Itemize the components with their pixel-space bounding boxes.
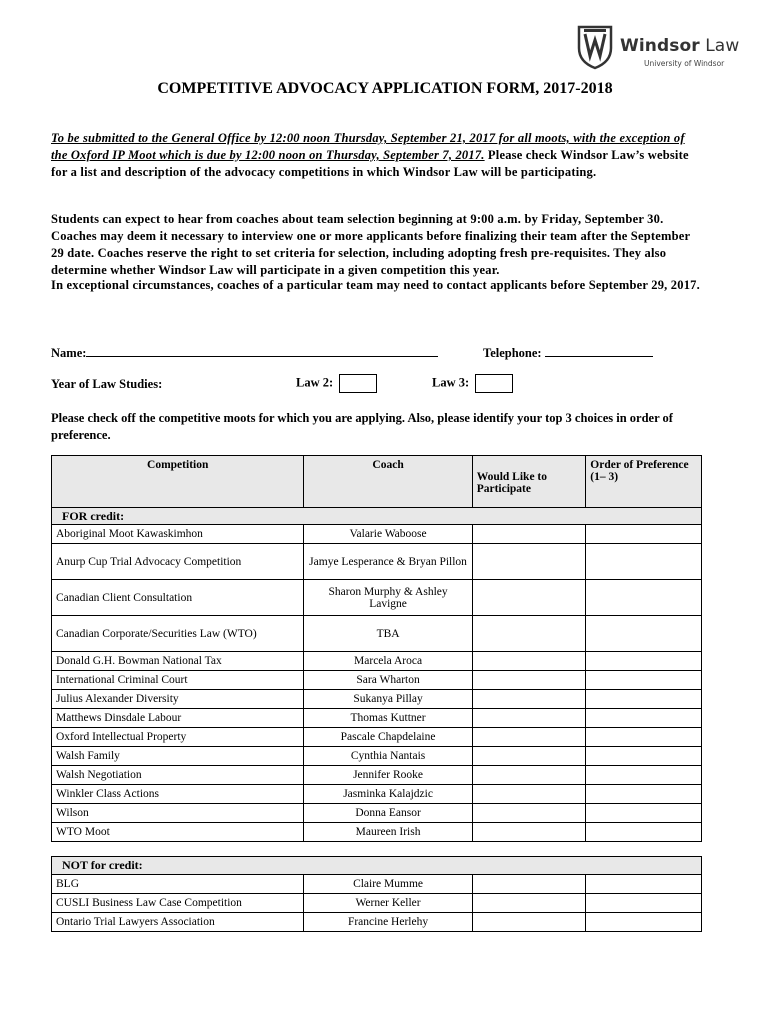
table-row <box>52 785 702 804</box>
participate-cell[interactable] <box>472 747 586 766</box>
table-row <box>52 747 702 766</box>
competition-name: Aboriginal Moot Kawaskimhon <box>52 525 304 544</box>
participate-cell[interactable] <box>472 823 586 842</box>
law3-row <box>432 374 513 393</box>
participate-cell[interactable] <box>472 652 586 671</box>
participate-cell[interactable] <box>472 671 586 690</box>
telephone-label: Telephone: <box>483 346 542 360</box>
participate-cell[interactable] <box>472 580 586 616</box>
instructions: Please check off the competitive moots for which you are applying. Also, please identify your top 3 choices in order of preference. <box>51 411 673 442</box>
preference-cell[interactable] <box>586 728 702 747</box>
table-row <box>52 544 702 580</box>
table-row <box>52 580 702 616</box>
coach-name: Sara Wharton <box>304 671 472 690</box>
header-coach: Coach <box>304 456 472 508</box>
year-label: Year of Law Studies: <box>51 377 163 391</box>
selection-paragraph: Students can expect to hear from coaches about team selection beginning at 9:00 a.m. by Friday, September 30. Coaches may deem it necessary to interview one or more applicants before finalizing their team after the September 29 date. Coaches reserve the right to set criteria for selection, including adopting fresh pre-requisites. They also determine whether Windsor Law will participate in a given competition this year. <box>51 212 690 277</box>
preference-cell[interactable] <box>586 652 702 671</box>
crest-icon <box>576 24 614 70</box>
coach-name: Sharon Murphy & Ashley Lavigne <box>304 580 472 616</box>
name-row <box>51 344 438 361</box>
telephone-row <box>483 344 653 361</box>
competition-name: Matthews Dinsdale Labour <box>52 709 304 728</box>
law2-label: Law 2: <box>296 375 334 390</box>
coach-name: Valarie Waboose <box>304 525 472 544</box>
participate-cell[interactable] <box>472 709 586 728</box>
competition-name: Julius Alexander Diversity <box>52 690 304 709</box>
participate-cell[interactable] <box>472 766 586 785</box>
law3-label: Law 3: <box>432 375 470 390</box>
participate-cell[interactable] <box>472 785 586 804</box>
table-row <box>52 875 702 894</box>
coach-name: TBA <box>304 616 472 652</box>
coach-name: Jamye Lesperance & Bryan Pillon <box>304 544 472 580</box>
competition-name: CUSLI Business Law Case Competition <box>52 894 304 913</box>
competition-name: Canadian Client Consultation <box>52 580 304 616</box>
table-row <box>52 804 702 823</box>
participate-cell[interactable] <box>472 894 586 913</box>
participate-cell[interactable] <box>472 525 586 544</box>
competition-name: Walsh Negotiation <box>52 766 304 785</box>
preference-cell[interactable] <box>586 580 702 616</box>
for-credit-label: FOR credit: <box>52 508 702 525</box>
table-row <box>52 525 702 544</box>
law2-checkbox[interactable] <box>339 374 377 393</box>
competition-name: Ontario Trial Lawyers Association <box>52 913 304 932</box>
preference-cell[interactable] <box>586 766 702 785</box>
participate-cell[interactable] <box>472 804 586 823</box>
submission-paragraph <box>51 130 701 181</box>
preference-cell[interactable] <box>586 823 702 842</box>
preference-cell[interactable] <box>586 785 702 804</box>
exception-paragraph: In exceptional circumstances, coaches of a particular team may need to contact applicants before September 29, 2017. <box>51 278 700 292</box>
preference-cell[interactable] <box>586 804 702 823</box>
telephone-field[interactable] <box>545 344 653 357</box>
name-field[interactable] <box>86 344 438 357</box>
participate-cell[interactable] <box>472 544 586 580</box>
participate-cell[interactable] <box>472 875 586 894</box>
website-note: Please check Windsor Law’s website for a list and description of the advocacy competitions in which Windsor Law will be participating. <box>51 148 689 179</box>
header-competition: Competition <box>52 456 304 508</box>
logo-subtitle: University of Windsor <box>644 59 725 68</box>
coach-name: Jasminka Kalajdzic <box>304 785 472 804</box>
law2-row <box>296 374 377 393</box>
table-row <box>52 823 702 842</box>
preference-cell[interactable] <box>586 525 702 544</box>
competition-name: Wilson <box>52 804 304 823</box>
coach-name: Pascale Chapdelaine <box>304 728 472 747</box>
for-credit-table <box>51 455 702 842</box>
windsor-law-logo <box>576 22 746 72</box>
table-row <box>52 766 702 785</box>
table-row <box>52 728 702 747</box>
competition-name: WTO Moot <box>52 823 304 842</box>
table-row <box>52 616 702 652</box>
not-for-credit-table <box>51 856 702 932</box>
header-preference: Order of Preference (1– 3) <box>586 456 702 508</box>
preference-cell[interactable] <box>586 875 702 894</box>
table-row <box>52 652 702 671</box>
table-row <box>52 894 702 913</box>
not-credit-label: NOT for credit: <box>52 857 702 875</box>
preference-cell[interactable] <box>586 747 702 766</box>
competition-name: Oxford Intellectual Property <box>52 728 304 747</box>
table-row <box>52 690 702 709</box>
preference-cell[interactable] <box>586 616 702 652</box>
preference-cell[interactable] <box>586 913 702 932</box>
participate-cell[interactable] <box>472 728 586 747</box>
competition-name: Donald G.H. Bowman National Tax <box>52 652 304 671</box>
coach-name: Werner Keller <box>304 894 472 913</box>
coach-name: Sukanya Pillay <box>304 690 472 709</box>
participate-cell[interactable] <box>472 690 586 709</box>
coach-name: Maureen Irish <box>304 823 472 842</box>
preference-cell[interactable] <box>586 894 702 913</box>
name-label: Name: <box>51 346 87 360</box>
participate-cell[interactable] <box>472 616 586 652</box>
coach-name: Claire Mumme <box>304 875 472 894</box>
table-row <box>52 709 702 728</box>
preference-cell[interactable] <box>586 709 702 728</box>
competition-name: Canadian Corporate/Securities Law (WTO) <box>52 616 304 652</box>
logo-brand: Windsor Law <box>620 36 740 56</box>
competition-name: Anurp Cup Trial Advocacy Competition <box>52 544 304 580</box>
competition-name: Walsh Family <box>52 747 304 766</box>
header-participate: Would Like to Participate <box>472 456 586 508</box>
coach-name: Thomas Kuttner <box>304 709 472 728</box>
competition-name: International Criminal Court <box>52 671 304 690</box>
coach-name: Francine Herlehy <box>304 913 472 932</box>
participate-cell[interactable] <box>472 913 586 932</box>
deadline-text: To be submitted to the General Office by 12:00 noon Thursday, September 21, 2017 for all moots, with the exception of the Oxford IP Moot which is due by 12:00 noon on Thursday, September 7, 2017. <box>51 131 685 162</box>
form-title: COMPETITIVE ADVOCACY APPLICATION FORM, 2017-2018 <box>157 80 613 97</box>
preference-cell[interactable] <box>586 690 702 709</box>
coach-name: Marcela Aroca <box>304 652 472 671</box>
competition-name: Winkler Class Actions <box>52 785 304 804</box>
coach-name: Jennifer Rooke <box>304 766 472 785</box>
table-row <box>52 671 702 690</box>
competition-name: BLG <box>52 875 304 894</box>
table-row <box>52 913 702 932</box>
law3-checkbox[interactable] <box>475 374 513 393</box>
preference-cell[interactable] <box>586 544 702 580</box>
coach-name: Cynthia Nantais <box>304 747 472 766</box>
preference-cell[interactable] <box>586 671 702 690</box>
coach-name: Donna Eansor <box>304 804 472 823</box>
